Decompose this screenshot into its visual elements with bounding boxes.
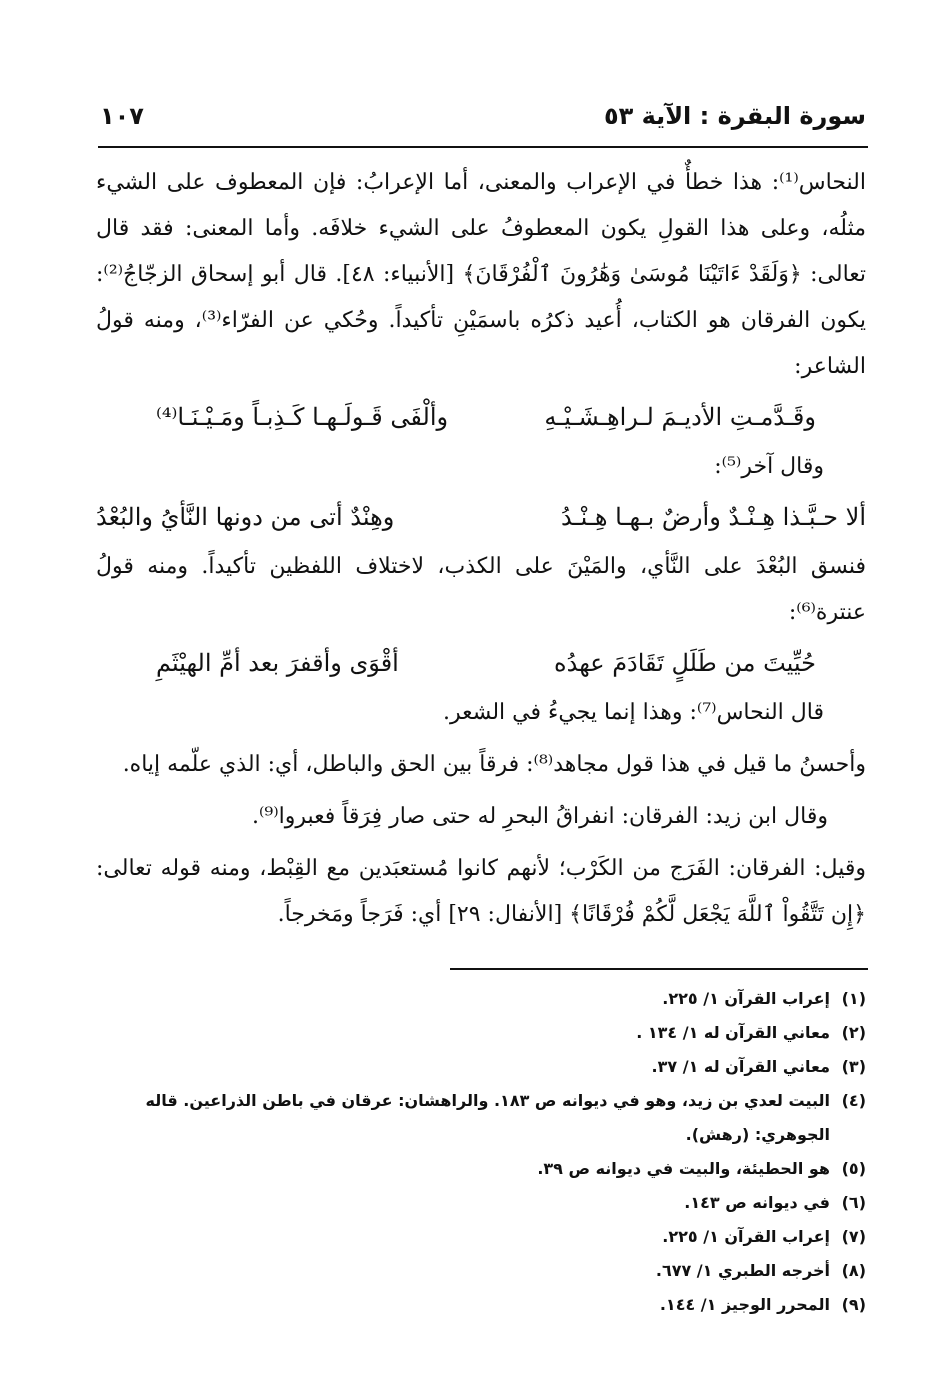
paragraph-2: فنسق البُعْدَ على النَّأي، والمَيْنَ على الكذب، لاختلاف اللفظين تأكيداً. ومنه قولُ عنترة⁽⁶⁾: <box>96 554 866 625</box>
footnote-item <box>100 1050 866 1084</box>
verse-1-second-hemistich: وألْفَى قَـولَـهـا كَـذِبـاً ومَـيْـنَـا⁽⁴⁾ <box>156 403 449 431</box>
main-text <box>96 160 866 938</box>
footnote-text: إعراب القرآن ١/ ٢٢٥. <box>662 989 830 1008</box>
footnote-item <box>100 1186 866 1220</box>
footnote-text: البيت لعدي بن زيد، وهو في ديوانه ص ١٨٣. والراهشان: عرقان في باطن الذراعين. قاله الجوهري: (رهش). <box>145 1091 830 1144</box>
footnote-divider <box>450 968 868 970</box>
paragraph-5: وقال ابن زيد: الفرقان: انفراقُ البحرِ له حتى صار فِرَقاً فعبروا⁽⁹⁾. <box>251 804 828 829</box>
footnote-item <box>100 1254 866 1288</box>
paragraph-3: قال النحاس⁽⁷⁾: وهذا إنما يجيءُ في الشعر. <box>442 700 824 725</box>
footnote-item <box>100 982 866 1016</box>
verse-2 <box>96 492 866 542</box>
page-number: ١٠٧ <box>100 102 144 130</box>
footnote-text: في ديوانه ص ١٤٣. <box>684 1193 830 1212</box>
footnote-number: (٧) <box>841 1227 866 1246</box>
footnote-item <box>100 1152 866 1186</box>
footnote-item <box>100 1016 866 1050</box>
verse-2-first-hemistich: ألا حـبَّـذا هِـنْـدٌ وأرضٌ بـهـا هِـنْـدُ <box>560 503 866 531</box>
footnote-text: معاني القرآن له ١/ ١٣٤ . <box>636 1023 830 1042</box>
footnote-number: (١) <box>841 989 866 1008</box>
footnote-text: المحرر الوجيز ١/ ١٤٤. <box>659 1295 830 1314</box>
footnote-number: (٦) <box>841 1193 866 1212</box>
footnote-number: (٣) <box>841 1057 866 1076</box>
running-header <box>100 92 866 140</box>
footnote-item <box>100 1220 866 1254</box>
footnote-text: إعراب القرآن ١/ ٢٢٥. <box>662 1227 830 1246</box>
verse-3-second-hemistich: أقْوَى وأقفرَ بعد أمِّ الهيْثَمِ <box>156 649 399 677</box>
footnote-text: معاني القرآن له ١/ ٣٧. <box>651 1057 830 1076</box>
verse-2-second-hemistich: وهِنْدٌ أتى من دونها النَّأيُ والبُعْدُ <box>96 503 395 531</box>
footnote-text: أخرجه الطبري ١/ ٦٧٧. <box>655 1261 830 1280</box>
paragraph-4: وأحسنُ ما قيل في هذا قول مجاهد⁽⁸⁾: فرقاً بين الحق والباطل، أي: الذي علّمه إياه. <box>122 752 866 777</box>
header-divider <box>98 146 868 148</box>
verse-1-first-hemistich: وقَـدَّمـتِ الأديـمَ لـراهِـشَـيْـهِ <box>544 403 816 431</box>
footnote-number: (٤) <box>841 1091 866 1110</box>
footnote-number: (٢) <box>841 1023 866 1042</box>
verse-3 <box>96 638 866 688</box>
footnotes <box>100 982 866 1322</box>
verse-1 <box>96 392 866 442</box>
footnote-number: (٥) <box>841 1159 866 1178</box>
verse-3-first-hemistich: حُيِّيتَ من طَلَلٍ تَقَادَمَ عهدُه <box>554 649 816 677</box>
paragraph-1: النحاس⁽¹⁾: هذا خطأٌ في الإعراب والمعنى، أما الإعرابُ: فإن المعطوف على الشيء مثلُه، وعلى هذا القولِ يكون المعطوفُ على الشيء خلافَه. وأما المعنى: فقد قال تعالى: ﴿وَلَقَدْ ءَاتَيْنَا مُوسَىٰ وَهَٰرُونَ ٱلْفُرْقَانَ﴾ [الأنبياء: ٤٨]. قال أبو إسحاق الزجّاجُ⁽²⁾: يكون الفرقان هو الكتاب، أُعيد ذكرُه باسمَيْنِ تأكيداً. وحُكي عن الفرّاء⁽³⁾، ومنه قولُ الشاعر: <box>96 170 867 379</box>
footnote-item <box>100 1084 866 1152</box>
other-poet-line: وقال آخر⁽⁵⁾: <box>714 454 824 479</box>
footnote-number: (٨) <box>841 1261 866 1280</box>
header-title: سورة البقرة : الآية ٥٣ <box>603 102 866 130</box>
paragraph-6: وقيل: الفرقان: الفَرَج من الكَرْب؛ لأنهم كانوا مُستعبَدين مع القِبْط، ومنه قوله تعالى: ﴿إِن تَتَّقُواْ ٱللَّهَ يَجْعَل لَّكُمْ فُرْقَانًا﴾ [الأنفال: ٢٩] أي: فَرَجاً ومَخرجاً. <box>96 856 866 927</box>
footnote-number: (٩) <box>841 1295 866 1314</box>
footnote-item <box>100 1288 866 1322</box>
footnote-text: هو الحطيئة، والبيت في ديوانه ص ٣٩. <box>537 1159 830 1178</box>
